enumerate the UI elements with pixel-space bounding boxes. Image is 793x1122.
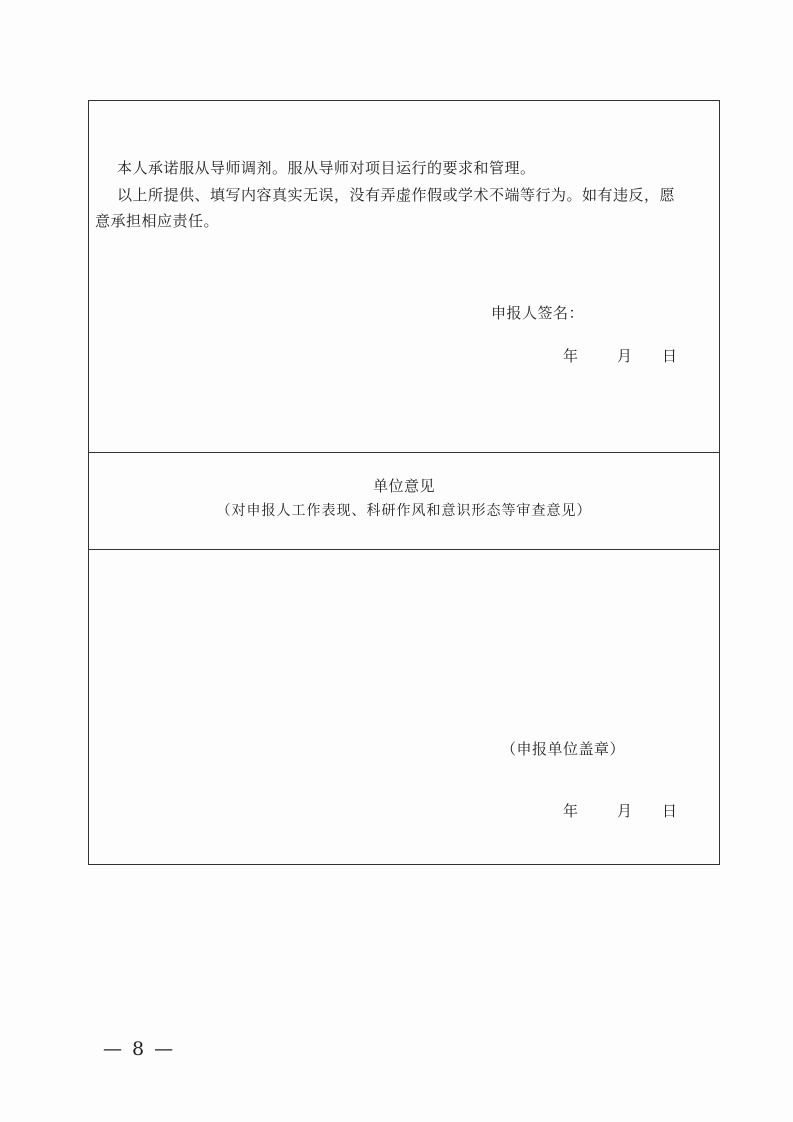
form-table: [88, 100, 720, 865]
date-month-label: 月: [617, 802, 633, 820]
pledge-date: [563, 345, 682, 366]
unit-opinion-date: [563, 800, 682, 821]
unit-opinion-header: [89, 453, 719, 550]
pledge-line-2: 以上所提供、填写内容真实无误，没有弄虚作假或学术不端等行为。如有违反，愿: [117, 186, 676, 204]
unit-opinion-body: [89, 550, 719, 864]
date-year-label: 年: [563, 347, 579, 365]
pledge-section: [89, 101, 719, 453]
pledge-line-3: 意承担相应责任。: [95, 212, 220, 230]
unit-opinion-title: 单位意见: [372, 477, 435, 495]
unit-opinion-subtitle: （对申报人工作表现、科研作风和意识形态等审查意见）: [216, 503, 592, 519]
date-year-label: 年: [563, 802, 579, 820]
applicant-signature-label: 申报人签名：: [491, 304, 585, 322]
date-day-label: 日: [662, 347, 678, 365]
pledge-line-1: 本人承诺服从导师调剂。服从导师对项目运行的要求和管理。: [117, 159, 536, 177]
date-month-label: 月: [617, 347, 633, 365]
unit-stamp-label: （申报单位盖章）: [501, 740, 626, 758]
page-number: — 8 —: [103, 1038, 176, 1060]
date-day-label: 日: [662, 802, 678, 820]
